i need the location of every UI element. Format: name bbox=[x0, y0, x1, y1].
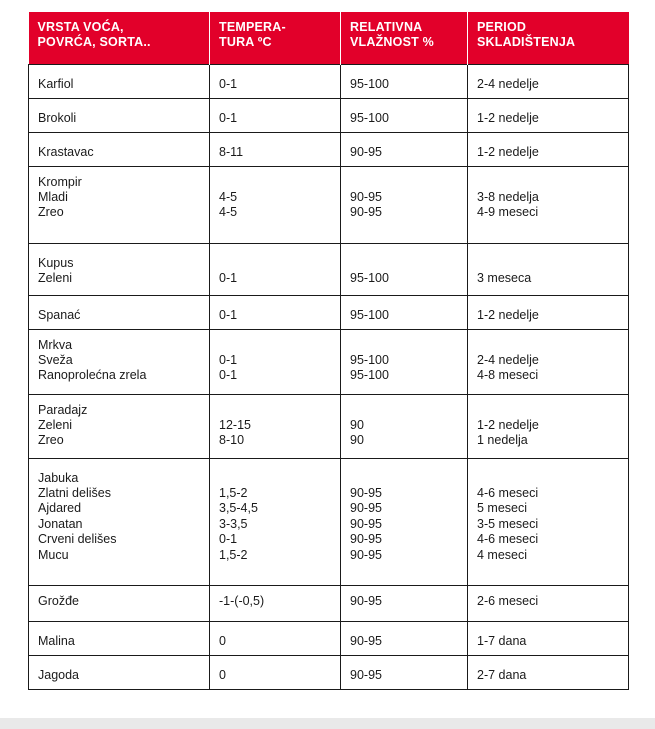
cell-humidity bbox=[341, 98, 468, 132]
header-line: TEMPERA- bbox=[219, 20, 286, 34]
cell-temperature bbox=[210, 98, 341, 132]
cell-line bbox=[350, 256, 459, 271]
table-row bbox=[29, 98, 629, 132]
cell-line bbox=[477, 338, 620, 353]
header-line: VLAŽNOST % bbox=[350, 35, 434, 49]
cell-item bbox=[29, 243, 210, 295]
table-row bbox=[29, 655, 629, 689]
cell-humidity bbox=[341, 585, 468, 621]
cell-temperature bbox=[210, 621, 341, 655]
cell-line: 95-100 bbox=[350, 270, 389, 285]
cell-line: 90-95 bbox=[350, 144, 382, 159]
table-row bbox=[29, 394, 629, 458]
cell-period bbox=[468, 655, 629, 689]
cell-line: 90-95 bbox=[350, 189, 382, 204]
cell-line: Kupus bbox=[38, 255, 74, 270]
table-row bbox=[29, 166, 629, 243]
table-row bbox=[29, 458, 629, 585]
cell-period bbox=[468, 98, 629, 132]
cell-line: Krompir bbox=[38, 174, 82, 189]
header-humidity bbox=[341, 12, 468, 64]
cell-line bbox=[219, 403, 332, 418]
cell-temperature bbox=[210, 585, 341, 621]
cell-line: Ajdared bbox=[38, 501, 82, 516]
cell-line: Crveni delišes bbox=[38, 532, 117, 547]
cell-line: 1 nedelja bbox=[477, 433, 528, 448]
cell-line: 8-10 bbox=[219, 433, 245, 448]
cell-temperature bbox=[210, 166, 341, 243]
cell-line: 1,5-2 bbox=[219, 547, 248, 562]
cell-line: 95-100 bbox=[350, 352, 389, 367]
cell-line: 1-2 nedelje bbox=[477, 417, 539, 432]
cell-line: 1,5-2 bbox=[219, 485, 248, 500]
cell-line: Malina bbox=[38, 633, 75, 648]
cell-line: 90-95 bbox=[350, 532, 382, 547]
cell-item bbox=[29, 655, 210, 689]
cell-line bbox=[477, 403, 620, 418]
cell-item bbox=[29, 132, 210, 166]
cell-line: 90-95 bbox=[350, 593, 382, 608]
cell-humidity bbox=[341, 458, 468, 585]
cell-line: 90-95 bbox=[350, 667, 382, 682]
cell-line: 8-11 bbox=[219, 144, 244, 159]
table-row bbox=[29, 132, 629, 166]
cell-line: 0-1 bbox=[219, 307, 238, 322]
cell-temperature bbox=[210, 655, 341, 689]
header-line: POVRĆA, SORTA.. bbox=[37, 35, 151, 49]
cell-line: Zeleni bbox=[38, 417, 73, 432]
cell-line bbox=[350, 471, 459, 486]
cell-period bbox=[468, 166, 629, 243]
cell-item bbox=[29, 585, 210, 621]
cell-item bbox=[29, 98, 210, 132]
header-temperature bbox=[210, 12, 341, 64]
cell-line: 4-6 meseci bbox=[477, 485, 539, 500]
cell-line: 4-6 meseci bbox=[477, 532, 539, 547]
cell-line: Jonatan bbox=[38, 516, 83, 531]
cell-line: 3,5-4,5 bbox=[219, 501, 258, 516]
cell-temperature bbox=[210, 329, 341, 394]
cell-line bbox=[477, 175, 620, 190]
cell-line bbox=[350, 175, 459, 190]
cell-line: 3-3,5 bbox=[219, 516, 248, 531]
cell-line: 90-95 bbox=[350, 485, 382, 500]
cell-humidity bbox=[341, 394, 468, 458]
cell-line: Karfiol bbox=[38, 76, 74, 91]
header-line: SKLADIŠTENJA bbox=[477, 35, 576, 49]
cell-period bbox=[468, 394, 629, 458]
cell-line: Spanać bbox=[38, 307, 81, 322]
cell-line: -1-(-0,5) bbox=[219, 593, 265, 608]
cell-item bbox=[29, 166, 210, 243]
cell-line: Mladi bbox=[38, 189, 68, 204]
table-row bbox=[29, 64, 629, 98]
cell-line: Zreo bbox=[38, 433, 64, 448]
cell-temperature bbox=[210, 458, 341, 585]
cell-period bbox=[468, 458, 629, 585]
cell-line: 90 bbox=[350, 417, 364, 432]
cell-line: Sveža bbox=[38, 352, 73, 367]
cell-item bbox=[29, 329, 210, 394]
cell-temperature bbox=[210, 243, 341, 295]
cell-line bbox=[350, 403, 459, 418]
cell-period bbox=[468, 132, 629, 166]
cell-humidity bbox=[341, 329, 468, 394]
cell-line: Krastavac bbox=[38, 144, 94, 159]
table-row bbox=[29, 329, 629, 394]
cell-line: Zreo bbox=[38, 205, 64, 220]
cell-line: 90-95 bbox=[350, 205, 382, 220]
header-line: PERIOD bbox=[477, 20, 527, 34]
cell-line: Zeleni bbox=[38, 270, 73, 285]
header-line: VRSTA VOĆA, bbox=[37, 20, 124, 34]
cell-line: Mrkva bbox=[38, 337, 73, 352]
cell-item bbox=[29, 621, 210, 655]
cell-line: Mucu bbox=[38, 547, 69, 562]
cell-line: 90-95 bbox=[350, 501, 382, 516]
cell-temperature bbox=[210, 394, 341, 458]
cell-item bbox=[29, 64, 210, 98]
cell-line bbox=[219, 338, 332, 353]
header-item bbox=[29, 12, 210, 64]
cell-line: 5 meseci bbox=[477, 501, 528, 516]
cell-line: 95-100 bbox=[350, 307, 389, 322]
cell-line: 4-5 bbox=[219, 205, 238, 220]
cell-line: 90-95 bbox=[350, 633, 382, 648]
cell-line: 2-4 nedelje bbox=[477, 352, 539, 367]
cell-line: 0 bbox=[219, 667, 226, 682]
cell-period bbox=[468, 295, 629, 329]
cell-line: 95-100 bbox=[350, 76, 389, 91]
cell-humidity bbox=[341, 295, 468, 329]
cell-humidity bbox=[341, 132, 468, 166]
cell-line: Grožđe bbox=[38, 593, 79, 608]
cell-line: 0-1 bbox=[219, 368, 238, 383]
cell-line: 3 meseca bbox=[477, 270, 532, 285]
cell-line: 90-95 bbox=[350, 547, 382, 562]
table-row bbox=[29, 243, 629, 295]
cell-line: 1-2 nedelje bbox=[477, 144, 539, 159]
cell-line: 4-8 meseci bbox=[477, 368, 539, 383]
table-header bbox=[29, 12, 629, 64]
cell-line bbox=[219, 175, 332, 190]
cell-line: 1-2 nedelje bbox=[477, 307, 539, 322]
table-row bbox=[29, 621, 629, 655]
bottom-band bbox=[0, 718, 655, 729]
cell-item bbox=[29, 458, 210, 585]
cell-line: 0-1 bbox=[219, 532, 238, 547]
header-line: TURA ºC bbox=[219, 35, 272, 49]
cell-line: Zlatni delišes bbox=[38, 485, 111, 500]
cell-temperature bbox=[210, 64, 341, 98]
cell-humidity bbox=[341, 655, 468, 689]
table-row bbox=[29, 295, 629, 329]
cell-line bbox=[477, 256, 620, 271]
cell-line: 95-100 bbox=[350, 110, 389, 125]
cell-item bbox=[29, 295, 210, 329]
cell-line: 0-1 bbox=[219, 270, 238, 285]
cell-line: 1-2 nedelje bbox=[477, 110, 539, 125]
cell-line: 4-5 bbox=[219, 189, 238, 204]
cell-line: 0 bbox=[219, 633, 226, 648]
cell-line: 0-1 bbox=[219, 76, 238, 91]
cell-line: 2-4 nedelje bbox=[477, 76, 539, 91]
cell-line: 0-1 bbox=[219, 110, 238, 125]
cell-line: 4-9 meseci bbox=[477, 205, 539, 220]
cell-period bbox=[468, 329, 629, 394]
cell-humidity bbox=[341, 166, 468, 243]
storage-table bbox=[28, 12, 629, 690]
cell-line: Ranoprolećna zrela bbox=[38, 368, 147, 383]
cell-line: 3-5 meseci bbox=[477, 516, 539, 531]
cell-line: Jabuka bbox=[38, 470, 79, 485]
cell-item bbox=[29, 394, 210, 458]
cell-line: 1-7 dana bbox=[477, 633, 527, 648]
cell-line bbox=[219, 471, 332, 486]
cell-line: 90 bbox=[350, 433, 364, 448]
cell-period bbox=[468, 621, 629, 655]
cell-line: 90-95 bbox=[350, 516, 382, 531]
cell-temperature bbox=[210, 295, 341, 329]
cell-line bbox=[477, 471, 620, 486]
cell-line: Jagoda bbox=[38, 667, 80, 682]
cell-humidity bbox=[341, 64, 468, 98]
cell-line: Paradajz bbox=[38, 402, 88, 417]
table-row bbox=[29, 585, 629, 621]
cell-line: 0-1 bbox=[219, 352, 238, 367]
header-line: RELATIVNA bbox=[350, 20, 423, 34]
cell-line bbox=[219, 256, 332, 271]
cell-line bbox=[350, 338, 459, 353]
cell-line: 95-100 bbox=[350, 368, 389, 383]
cell-period bbox=[468, 243, 629, 295]
cell-humidity bbox=[341, 621, 468, 655]
cell-line: 2-7 dana bbox=[477, 667, 527, 682]
cell-line: 4 meseci bbox=[477, 547, 528, 562]
cell-period bbox=[468, 64, 629, 98]
cell-line: 3-8 nedelja bbox=[477, 189, 539, 204]
table-body bbox=[29, 64, 629, 689]
cell-line: Brokoli bbox=[38, 110, 77, 125]
cell-line: 12-15 bbox=[219, 417, 251, 432]
header-period bbox=[468, 12, 629, 64]
cell-humidity bbox=[341, 243, 468, 295]
cell-period bbox=[468, 585, 629, 621]
cell-temperature bbox=[210, 132, 341, 166]
cell-line: 2-6 meseci bbox=[477, 593, 539, 608]
